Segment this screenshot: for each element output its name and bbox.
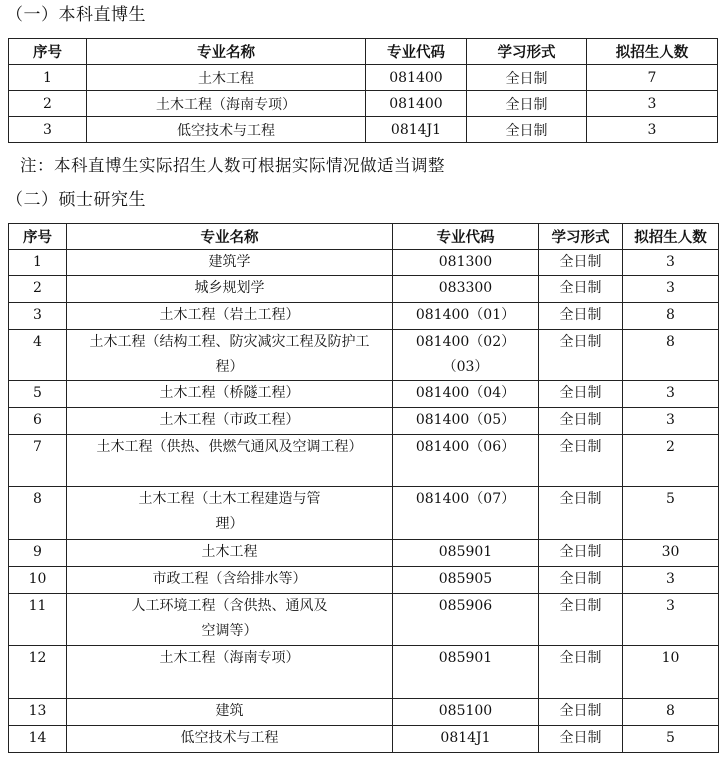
cell-mode: [539, 540, 623, 567]
cell-seq: [9, 646, 67, 699]
cell-major: [67, 435, 393, 487]
cell-code: [393, 540, 539, 567]
table-row: [9, 65, 718, 91]
cell-count: [623, 699, 719, 726]
cell-mode: 全日制: [467, 65, 587, 91]
cell-seq: [9, 726, 67, 753]
cell-mode: [539, 435, 623, 487]
cell-code: 081400: [366, 91, 467, 117]
cell-code: 081400: [366, 65, 467, 91]
table-row: [9, 408, 719, 435]
cell-count-text: 30: [661, 544, 680, 560]
cell-count: [623, 487, 719, 540]
masters-table: [8, 223, 719, 753]
cell-count-text: 2: [666, 439, 675, 455]
table-header-row: [9, 224, 719, 250]
header-mode: 学习形式: [467, 39, 587, 65]
cell-count-text: 8: [666, 334, 675, 350]
cell-seq-text: 11: [28, 598, 47, 614]
cell-major: [67, 303, 393, 330]
cell-code: [393, 487, 539, 540]
table-row: [9, 330, 719, 381]
cell-seq-text: 12: [28, 650, 47, 666]
cell-major-text: 土木工程（岩土工程）: [159, 307, 300, 323]
cell-major: [67, 408, 393, 435]
table-header-row: [9, 39, 718, 65]
cell-major-text: 土木工程（市政工程）: [159, 412, 300, 428]
cell-code: [393, 303, 539, 330]
cell-code-text: 083300: [438, 280, 493, 296]
cell-seq: 2: [9, 91, 87, 117]
cell-count: 3: [587, 91, 718, 117]
table-row: [9, 276, 719, 303]
cell-seq-text: 2: [33, 280, 42, 296]
cell-mode-text: 全日制: [559, 334, 602, 350]
cell-seq: [9, 276, 67, 303]
cell-code-text: 081400（05）: [415, 412, 516, 428]
section2-heading: （二）硕士研究生: [6, 190, 146, 210]
cell-code: [393, 276, 539, 303]
cell-mode: [539, 276, 623, 303]
table-row: [9, 594, 719, 646]
cell-code: 0814J1: [366, 117, 467, 143]
header-mode: 学习形式: [539, 224, 623, 250]
cell-count-text: 3: [666, 598, 675, 614]
cell-code: [393, 567, 539, 594]
cell-major: [67, 726, 393, 753]
cell-major: [67, 540, 393, 567]
table-row: [9, 250, 719, 276]
cell-count: [623, 594, 719, 646]
cell-seq-text: 5: [33, 385, 42, 401]
cell-code: [393, 435, 539, 487]
cell-count: [623, 408, 719, 435]
cell-count-text: 3: [666, 254, 675, 270]
cell-code-text: 085901: [438, 650, 493, 666]
cell-seq: [9, 435, 67, 487]
cell-major-text: 土木工程: [201, 544, 258, 560]
cell-code-text: 085901: [438, 544, 493, 560]
cell-count: [623, 726, 719, 753]
cell-seq-text: 10: [28, 571, 47, 587]
cell-count: [623, 435, 719, 487]
cell-mode: [539, 567, 623, 594]
table-row: [9, 381, 719, 408]
cell-seq: [9, 408, 67, 435]
cell-major: 土木工程: [87, 65, 366, 91]
cell-mode-text: 全日制: [559, 491, 602, 507]
cell-mode: [539, 250, 623, 276]
cell-mode: [539, 487, 623, 540]
cell-major-text: 土木工程（土木工程建造与管理）: [138, 491, 321, 532]
cell-count: [623, 646, 719, 699]
header-count: 拟招生人数: [623, 224, 719, 250]
cell-major: [67, 487, 393, 540]
cell-mode-text: 全日制: [559, 439, 602, 455]
table-row: [9, 646, 719, 699]
cell-count-text: 3: [666, 385, 675, 401]
cell-major-text: 人工环境工程（含供热、通风及空调等）: [131, 598, 328, 639]
table-row: [9, 540, 719, 567]
cell-code-text: 085100: [438, 703, 493, 719]
cell-seq: [9, 330, 67, 381]
cell-seq: 1: [9, 65, 87, 91]
cell-code: [393, 330, 539, 381]
header-code: 专业代码: [366, 39, 467, 65]
cell-mode-text: 全日制: [559, 598, 602, 614]
cell-seq: [9, 250, 67, 276]
cell-mode-text: 全日制: [559, 544, 602, 560]
table-row: [9, 487, 719, 540]
cell-code: [393, 250, 539, 276]
cell-major: 低空技术与工程: [87, 117, 366, 143]
cell-mode-text: 全日制: [559, 254, 602, 270]
cell-seq-text: 9: [33, 544, 42, 560]
cell-seq: [9, 303, 67, 330]
table-row: [9, 303, 719, 330]
header-seq: 序号: [9, 224, 67, 250]
cell-count: [623, 330, 719, 381]
cell-count: [623, 540, 719, 567]
cell-major: 土木工程（海南专项）: [87, 91, 366, 117]
cell-code: [393, 594, 539, 646]
cell-major-text: 市政工程（含给排水等）: [152, 571, 307, 587]
section1-heading: （一）本科直博生: [6, 5, 146, 25]
cell-mode: 全日制: [467, 91, 587, 117]
table-row: [9, 726, 719, 753]
header-seq: 序号: [9, 39, 87, 65]
table-row: [9, 435, 719, 487]
cell-count: [623, 567, 719, 594]
cell-mode-text: 全日制: [559, 571, 602, 587]
cell-mode-text: 全日制: [559, 412, 602, 428]
cell-mode: [539, 303, 623, 330]
cell-seq: 3: [9, 117, 87, 143]
cell-seq-text: 4: [33, 334, 42, 350]
table-row: [9, 117, 718, 143]
cell-major-text: 土木工程（海南专项）: [159, 650, 300, 666]
cell-seq: [9, 540, 67, 567]
cell-code: [393, 408, 539, 435]
cell-seq: [9, 567, 67, 594]
cell-mode-text: 全日制: [559, 650, 602, 666]
cell-count-text: 8: [666, 703, 675, 719]
cell-seq-text: 6: [33, 412, 42, 428]
cell-code-text: 081400（02）（03）: [415, 334, 516, 375]
cell-seq-text: 14: [28, 730, 47, 746]
cell-major-text: 土木工程（供热、供燃气通风及空调工程）: [96, 439, 363, 455]
cell-count: [623, 250, 719, 276]
cell-seq: [9, 487, 67, 540]
header-major: 专业名称: [87, 39, 366, 65]
cell-major-text: 建筑学: [208, 254, 251, 270]
cell-mode-text: 全日制: [559, 280, 602, 296]
cell-code-text: 081400（06）: [415, 439, 516, 455]
cell-seq-text: 3: [33, 307, 42, 323]
cell-mode: [539, 330, 623, 381]
cell-major: [67, 699, 393, 726]
cell-count: [623, 381, 719, 408]
cell-code: [393, 726, 539, 753]
cell-major-text: 建筑: [215, 703, 244, 719]
cell-code-text: 081400（04）: [415, 385, 516, 401]
cell-mode-text: 全日制: [559, 730, 602, 746]
cell-mode: [539, 726, 623, 753]
cell-major: [67, 594, 393, 646]
cell-mode-text: 全日制: [559, 385, 602, 401]
cell-mode: [539, 381, 623, 408]
cell-count: 7: [587, 65, 718, 91]
cell-major-text: 低空技术与工程: [180, 730, 279, 746]
cell-major: [67, 381, 393, 408]
cell-major-text: 城乡规划学: [194, 280, 265, 296]
cell-code-text: 081400（07）: [415, 491, 516, 507]
cell-code: [393, 381, 539, 408]
cell-code-text: 0814J1: [440, 730, 491, 746]
cell-code-text: 085905: [438, 571, 493, 587]
cell-count-text: 3: [666, 571, 675, 587]
cell-count: [623, 303, 719, 330]
header-count: 拟招生人数: [587, 39, 718, 65]
cell-code: [393, 699, 539, 726]
doctoral-table: [8, 38, 718, 143]
cell-mode: [539, 646, 623, 699]
cell-seq: [9, 699, 67, 726]
cell-code: [393, 646, 539, 699]
cell-major-text: 土木工程（桥隧工程）: [159, 385, 300, 401]
cell-seq-text: 7: [33, 439, 42, 455]
cell-major-text: 土木工程（结构工程、防灾减灾工程及防护工程）: [89, 334, 370, 375]
table-row: [9, 699, 719, 726]
cell-seq-text: 1: [33, 254, 42, 270]
cell-seq-text: 13: [28, 703, 47, 719]
cell-count-text: 3: [666, 412, 675, 428]
section1-note: 注：本科直博生实际招生人数可根据实际情况做适当调整: [20, 156, 445, 175]
cell-mode-text: 全日制: [559, 307, 602, 323]
cell-mode-text: 全日制: [559, 703, 602, 719]
cell-major: [67, 567, 393, 594]
cell-count-text: 5: [666, 730, 675, 746]
cell-mode: 全日制: [467, 117, 587, 143]
cell-count: 3: [587, 117, 718, 143]
cell-major: [67, 250, 393, 276]
cell-mode: [539, 699, 623, 726]
cell-major: [67, 330, 393, 381]
cell-major: [67, 276, 393, 303]
cell-seq: [9, 594, 67, 646]
cell-code-text: 081400（01）: [415, 307, 516, 323]
cell-code-text: 085906: [438, 598, 493, 614]
table-row: [9, 91, 718, 117]
cell-code-text: 081300: [438, 254, 493, 270]
cell-mode: [539, 594, 623, 646]
cell-count-text: 10: [661, 650, 680, 666]
cell-seq-text: 8: [33, 491, 42, 507]
table-row: [9, 567, 719, 594]
header-major: 专业名称: [67, 224, 393, 250]
cell-seq: [9, 381, 67, 408]
cell-mode: [539, 408, 623, 435]
cell-major: [67, 646, 393, 699]
header-code: 专业代码: [393, 224, 539, 250]
cell-count: [623, 276, 719, 303]
cell-count-text: 3: [666, 280, 675, 296]
cell-count-text: 8: [666, 307, 675, 323]
cell-count-text: 5: [666, 491, 675, 507]
